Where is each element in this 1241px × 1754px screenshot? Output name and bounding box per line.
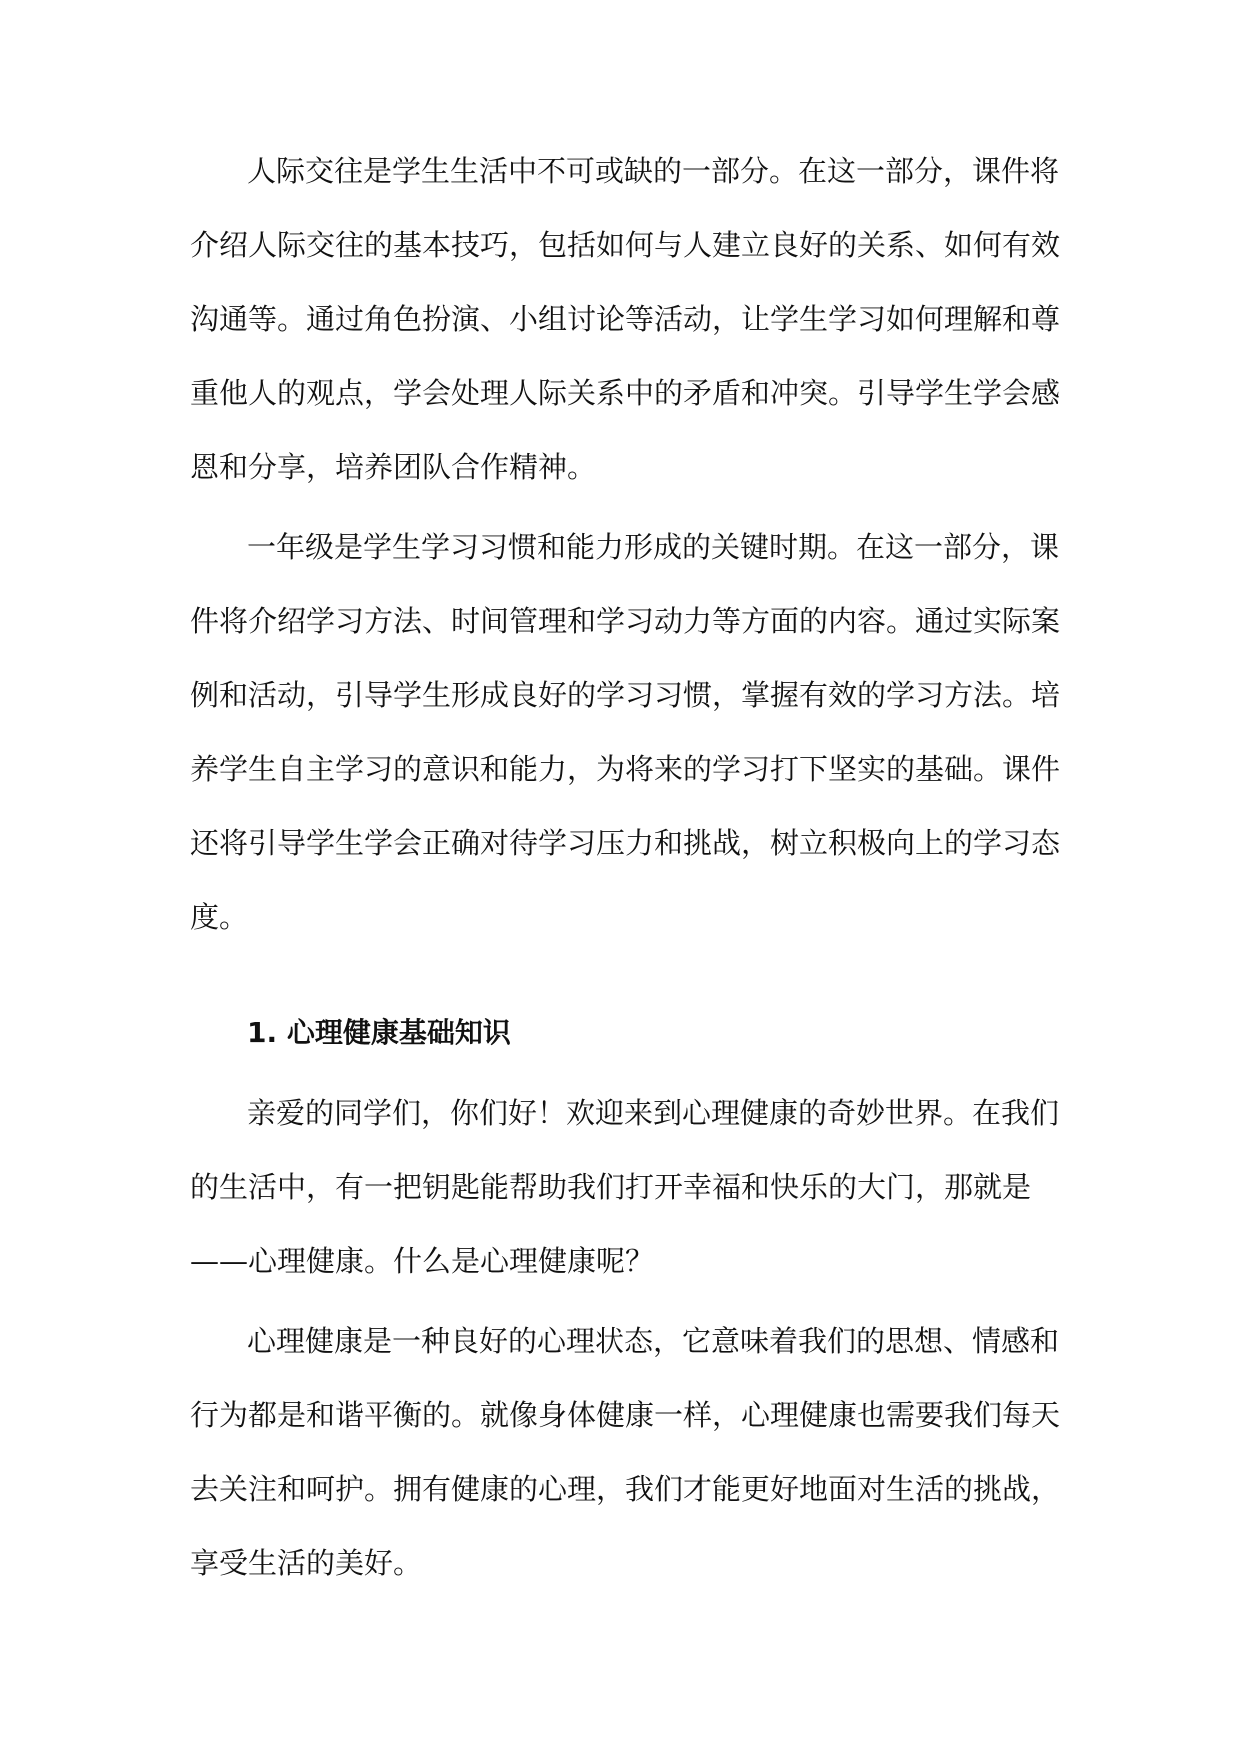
paragraph-4-line-1: 心理健康是一种良好的心理状态，它意味着我们的思想、情感和 [247,1324,1060,1358]
paragraph-1-line-4: 重他人的观点，学会处理人际关系中的矛盾和冲突。引导学生学会感 [190,376,1061,410]
paragraph-2-line-1: 一年级是学生学习习惯和能力形成的关键时期。在这一部分，课 [247,530,1060,564]
paragraph-3-line-3: ——心理健康。什么是心理健康呢？ [190,1244,655,1278]
paragraph-2-line-2: 件将介绍学习方法、时间管理和学习动力等方面的内容。通过实际案 [190,604,1061,638]
paragraph-3-line-2: 的生活中，有一把钥匙能帮助我们打开幸福和快乐的大门，那就是 [190,1170,1032,1204]
paragraph-4-line-3: 去关注和呵护。拥有健康的心理，我们才能更好地面对生活的挑战， [190,1472,1061,1506]
section-heading: 1. 心理健康基础知识 [247,1016,511,1049]
paragraph-3-line-1: 亲爱的同学们，你们好！欢迎来到心理健康的奇妙世界。在我们 [247,1096,1060,1130]
paragraph-2-line-6: 度。 [190,900,249,934]
paragraph-2-line-3: 例和活动，引导学生形成良好的学习习惯，掌握有效的学习方法。培 [190,678,1061,712]
paragraph-4-line-2: 行为都是和谐平衡的。就像身体健康一样，心理健康也需要我们每天 [190,1398,1061,1432]
paragraph-1-line-3: 沟通等。通过角色扮演、小组讨论等活动，让学生学习如何理解和尊 [190,302,1061,336]
paragraph-1-line-1: 人际交往是学生生活中不可或缺的一部分。在这一部分，课件将 [247,154,1060,188]
paragraph-2-line-5: 还将引导学生学会正确对待学习压力和挑战，树立积极向上的学习态 [190,826,1061,860]
paragraph-4-line-4: 享受生活的美好。 [190,1546,423,1580]
paragraph-1-line-2: 介绍人际交往的基本技巧，包括如何与人建立良好的关系、如何有效 [190,228,1061,262]
paragraph-2-line-4: 养学生自主学习的意识和能力，为将来的学习打下坚实的基础。课件 [190,752,1061,786]
paragraph-1-line-5: 恩和分享，培养团队合作精神。 [190,450,597,484]
